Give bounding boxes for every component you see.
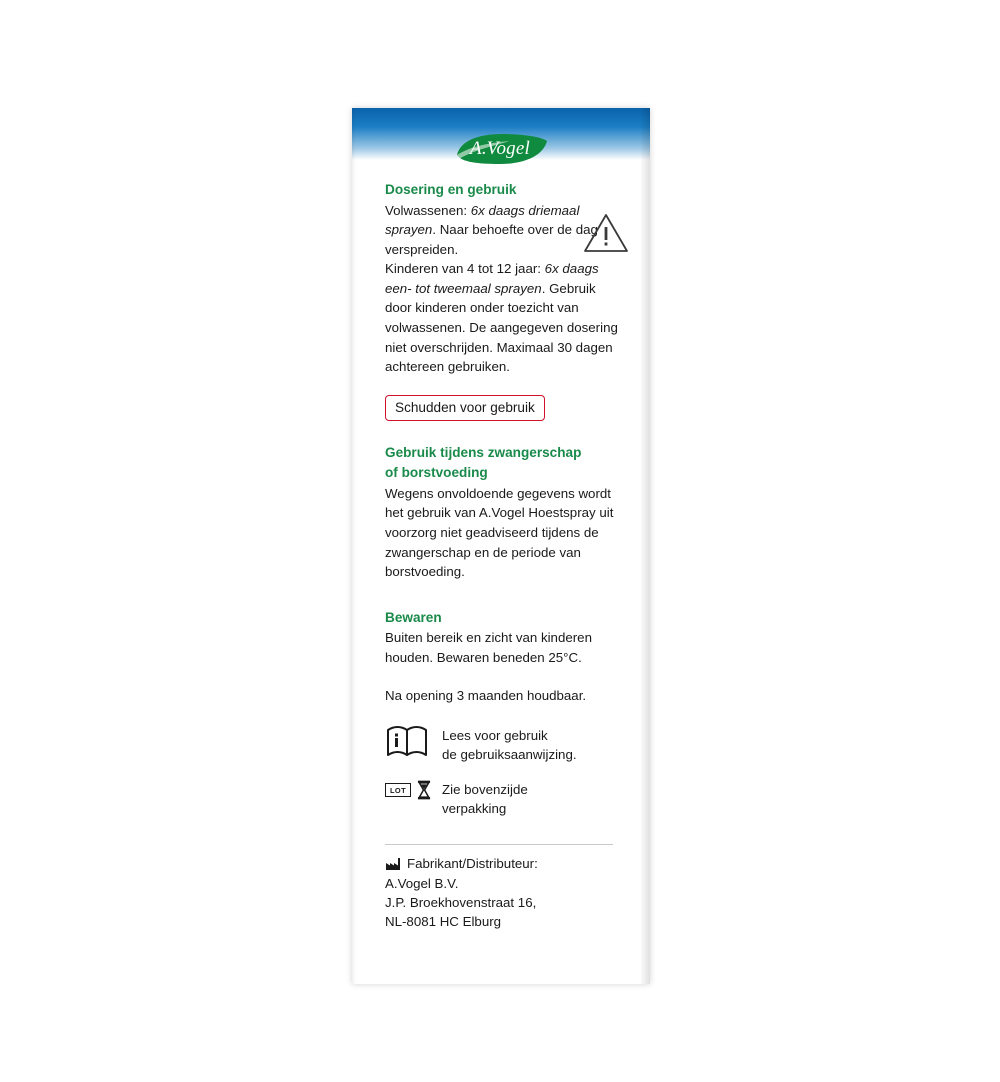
read-leaflet-text <box>442 725 577 765</box>
manufacturer-title: Fabrikant/Distributeur: <box>407 856 538 872</box>
storage-body: Buiten bereik en zicht van kinderen houden. Bewaren beneden 25°C. <box>385 630 592 665</box>
manufacturer-city: NL-8081 HC Elburg <box>385 914 502 930</box>
shake-before-use-box-wrapper <box>385 395 623 421</box>
carton-left-edge <box>352 108 356 984</box>
dosing-adults-suffix: . Naar behoefte over de dag verspreiden. <box>385 222 598 257</box>
read-leaflet-icon <box>385 725 431 759</box>
lot-label: LOT <box>385 783 411 797</box>
dosing-children <box>385 259 623 377</box>
manufacturer-company: A.Vogel B.V. <box>385 875 459 891</box>
dosing-heading: Dosering en gebruik <box>385 182 517 197</box>
dosing-children-suffix: . Gebruik door kinderen onder toezicht van volwassenen. De aangegeven dosering niet overschrijden. Maximaal 30 dagen achtereen gebruiken. <box>385 280 618 375</box>
manufacturer-section <box>385 844 623 931</box>
storage-after-opening: Na opening 3 maanden houdbaar. <box>385 687 587 703</box>
pregnancy-body: Wegens onvoldoende gegevens wordt het gebruik van A.Vogel Hoestspray uit voorzorg niet geadviseerd tijdens de zwangerschap en de periode van borstvoeding. <box>385 485 614 580</box>
dosing-adults-dose: 6x daags driemaal sprayen <box>385 202 580 238</box>
manufacturer-title-row <box>385 854 623 873</box>
read-leaflet-row <box>385 725 623 765</box>
product-package-panel <box>352 108 650 984</box>
manufacturer-street: J.P. Broekhovenstraat 16, <box>385 894 537 910</box>
hourglass-expiry-icon <box>417 779 431 801</box>
read-leaflet-line2: de gebruiksaanwijzing. <box>442 747 577 763</box>
lot-line2: verpakking <box>442 800 507 816</box>
lot-row <box>385 779 623 819</box>
brand-logo <box>450 132 550 166</box>
read-leaflet-line1: Lees voor gebruik <box>442 728 548 744</box>
pregnancy-section <box>385 443 623 582</box>
dosing-section <box>385 180 623 377</box>
package-text-content <box>385 180 623 931</box>
brand-logo-text: A.Vogel <box>470 138 530 159</box>
pregnancy-heading-line1: Gebruik tijdens zwangerschap <box>385 444 582 460</box>
shake-before-use-box: Schudden voor gebruik <box>385 395 545 421</box>
storage-section <box>385 608 623 705</box>
carton-right-edge <box>641 108 650 984</box>
lot-text <box>442 779 528 819</box>
dosing-adults-prefix: Volwassenen: <box>385 202 471 218</box>
dosing-children-dose: 6x daags een- tot tweemaal sprayen <box>385 261 599 296</box>
manufacturer-divider <box>385 844 613 845</box>
lot-line1: Zie bovenzijde <box>442 781 528 797</box>
storage-heading: Bewaren <box>385 609 442 625</box>
pregnancy-heading-line2: of borstvoeding <box>385 465 488 481</box>
warning-triangle-icon <box>583 212 629 254</box>
lot-icon-group <box>385 779 431 801</box>
factory-icon <box>385 857 401 871</box>
dosing-children-prefix: Kinderen van 4 tot 12 jaar: <box>385 261 545 277</box>
